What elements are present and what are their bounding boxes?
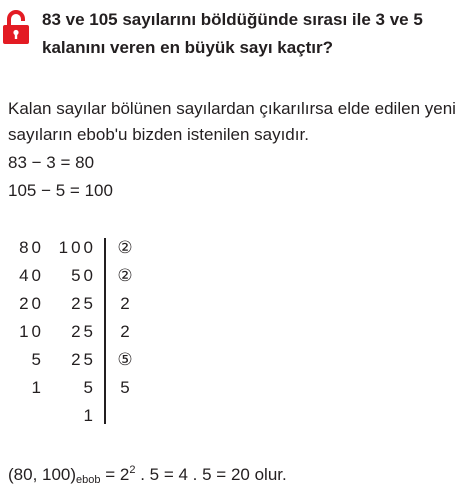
division-factor: ② [117, 238, 133, 257]
division-dividend-a: 10 [19, 322, 44, 341]
final-result [8, 456, 287, 494]
division-dividend-a: 1 [31, 378, 44, 397]
solution-explanation: Kalan sayılar bölünen sayılardan çıkarılırsa elde edilen yeni sayıların ebob'u bizden istenilen sayıdır. [8, 99, 456, 144]
division-dividend-b: 100 [58, 238, 96, 257]
division-row [0, 318, 200, 346]
final-sup: 2 [129, 464, 136, 476]
division-dividend-b: 50 [71, 266, 96, 285]
division-dividend-a: 20 [19, 294, 44, 313]
division-divider-line [104, 238, 106, 424]
question-text: 83 ve 105 sayılarını böldüğünde sırası ile 3 ve 5 kalanını veren en büyük sayı kaçtır? [42, 10, 423, 57]
division-row [0, 262, 200, 290]
lock-icon [2, 10, 30, 44]
division-row [0, 234, 200, 262]
division-dividend-b: 5 [83, 378, 96, 397]
division-row [0, 374, 200, 402]
division-dividend-b: 25 [71, 294, 96, 313]
division-row [0, 290, 200, 318]
division-dividend-a: 40 [19, 266, 44, 285]
division-dividend-a: 5 [31, 350, 44, 369]
division-dividend-b: 25 [71, 322, 96, 341]
division-dividend-b: 1 [83, 406, 96, 425]
final-pre: (80, 100) [8, 465, 77, 484]
division-row [0, 346, 200, 374]
final-mid: = 2 [100, 465, 130, 484]
equation-1: 83 − 3 = 80 [8, 153, 95, 172]
equation-2: 105 − 5 = 100 [8, 181, 113, 200]
division-factor: ⑤ [117, 350, 133, 369]
division-factor: 5 [120, 378, 130, 397]
division-factor: ② [117, 266, 133, 285]
division-factor: 2 [120, 294, 130, 313]
division-dividend-a: 80 [19, 238, 44, 257]
division-factor: 2 [120, 322, 130, 341]
final-post: . 5 = 4 . 5 = 20 olur. [135, 465, 287, 484]
final-sub: ebob [76, 474, 101, 486]
division-dividend-b: 25 [71, 350, 96, 369]
division-row [0, 402, 200, 430]
division-table [0, 234, 200, 430]
